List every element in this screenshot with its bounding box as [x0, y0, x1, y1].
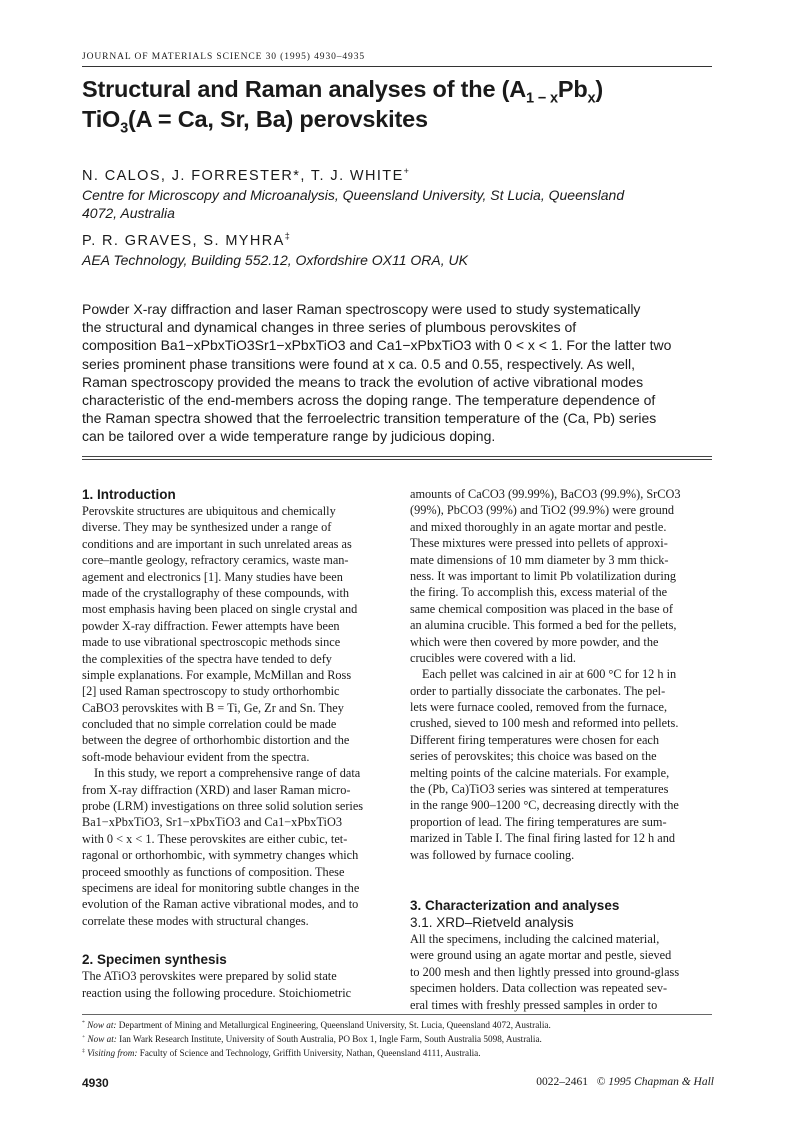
abstract-rule-top	[82, 456, 712, 457]
subsection-heading-xrd-rietveld: 3.1. XRD–Rietveld analysis	[410, 914, 574, 930]
section-heading-characterization: 3. Characterization and analyses	[410, 897, 620, 913]
copyright-line: 0022–2461 © 1995 Chapman & Hall	[536, 1076, 714, 1088]
title-line-1: Structural and Raman analyses of the $(A_{1 - x}Pb_x)$	[82, 76, 604, 107]
authors-group-1: N. CALOS, J. FORRESTER*, T. J. WHITE+	[82, 166, 411, 184]
affiliation-2: AEA Technology, Building 552.12, Oxfordshire OX11 ORA, UK	[82, 252, 468, 268]
left-column: 1. Introduction Perovskite structures are ubiquitous and chemically diverse. They may be synthesized under a range of conditions and are important in such unrelated areas as core–mantle geology, refractory ceramics, waste man- agement and electronics [1]. Many studies have been made of the crystallography of these compounds, with most emphasis having been placed on single crystal and powder X-ray diffraction. Fewer attempts have been made to use vibrational spectroscopic methods since the complexities of the spectra have tended to defy simple explanations. For example, McMillan and Ross [2] used Raman spectroscopy to study orthorhombic CaBO3 perovskites with B = Ti, Ge, Zr and Sn. They concluded that no simple correlation could be made between the degree of orthorhombic distortion and the soft-mode behaviour evident from the spectra. In this study, we report a comprehensive range of data from X-ray diffraction (XRD) and laser Raman micro- probe (LRM) investigations on three solid solution series Ba1−xPbxTiO3, Sr1−xPbxTiO3 and Ca1−xPbxTiO3 with 0 < x < 1. These perovskites are either cubic, tet- ragonal or orthorhombic, with symmetry changes which proceed smoothly as functions of composition. These specimens are ideal for monitoring subtle changes in the evolution of the Raman active vibrational modes, and to correlate these modes with structural changes. 2. Specimen synthesis The ATiO3 perovskites were prepared by solid state reaction using the following procedure. Stoichiometric	[82, 486, 387, 1001]
footnote-2: + Now at: Ian Wark Research Institute, University of South Australia, PO Box 1, Ingle Farm, South Australia 5098, Australia.	[82, 1033, 542, 1044]
page-number: 4930	[82, 1076, 109, 1090]
authors-group-2: P. R. GRAVES, S. MYHRA‡	[82, 231, 292, 249]
footnote-3: ‡ Visiting from: Faculty of Science and Technology, Griffith University, Nathan, Queensland 4111, Australia.	[82, 1047, 481, 1058]
footnote-1: * Now at: Department of Mining and Metallurgical Engineering, Queensland University, St. Lucia, Queensland 4072, Australia.	[82, 1019, 551, 1030]
section-heading-introduction: 1. Introduction	[82, 487, 176, 502]
abstract-rule-bottom	[82, 459, 712, 460]
title-line-2: TiO$_3$(A = Ca, Sr, Ba) perovskites	[82, 106, 428, 137]
right-column: amounts of CaCO3 (99.99%), BaCO3 (99.9%), SrCO3 (99%), PbCO3 (99%) and TiO2 (99.9%) were ground and mixed thoroughly in an agate mortar and pestle. These mixtures were pressed into pellets of approxi- mate dimensions of 10 mm diameter by 3 mm thick- ness. It was important to limit Pb volatilization during the firing. To accomplish this, excess material of the same chemical composition was placed in the base of an alumina crucible. This formed a bed for the pellets, which were then covered by more powder, and the crucibles were covered with a lid. Each pellet was calcined in air at 600 °C for 12 h in order to partially dissociate the carbonates. The pel- lets were furnace cooled, removed from the furnace, crushed, sieved to 100 mesh and reformed into pellets. Different firing temperatures were chosen for each series of perovskites; this choice was based on the melting points of the calcine materials. For example, the (Pb, Ca)TiO3 series was sintered at temperatures in the range 900–1200 °C, decreasing directly with the proportion of lead. The firing temperatures are sum- marized in Table I. The final firing lasted for 12 h and was followed by furnace cooling. 3. Characterization and analyses 3.1. XRD–Rietveld analysis All the specimens, including the calcined material, were ground using an agate mortar and pestle, sieved to 200 mesh and then lightly pressed into ground-glass specimen holders. Data collection was repeated sev- eral times with freshly pressed samples in order to	[410, 486, 715, 1013]
abstract: Powder X-ray diffraction and laser Raman spectroscopy were used to study systematically the structural and dynamical changes in three series of plumbous perovskites of composition Ba1−xPbxTiO3Sr1−xPbxTiO3 and Ca1−xPbxTiO3 with 0 < x < 1. For the latter two series prominent phase transitions were found at x ca. 0.5 and 0.55, respectively. As well, Raman spectroscopy provided the means to track the evolution of active vibrational modes characteristic of the end-members across the doping range. The temperature dependence of the Raman spectra showed that the ferroelectric transition temperature of the (Ca, Pb) series can be tailored over a wide temperature range by judicious doping.	[82, 301, 672, 445]
affiliation-1: Centre for Microscopy and Microanalysis, Queensland University, St Lucia, Queensland 4072, Australia	[82, 187, 625, 221]
paper-title	[82, 74, 722, 137]
journal-running-head: JOURNAL OF MATERIALS SCIENCE 30 (1995) 4930–4935	[82, 52, 365, 62]
footnote-rule	[82, 1014, 712, 1015]
header-rule	[82, 66, 712, 67]
section-heading-specimen-synthesis: 2. Specimen synthesis	[82, 952, 227, 968]
footnotes	[82, 1018, 722, 1060]
